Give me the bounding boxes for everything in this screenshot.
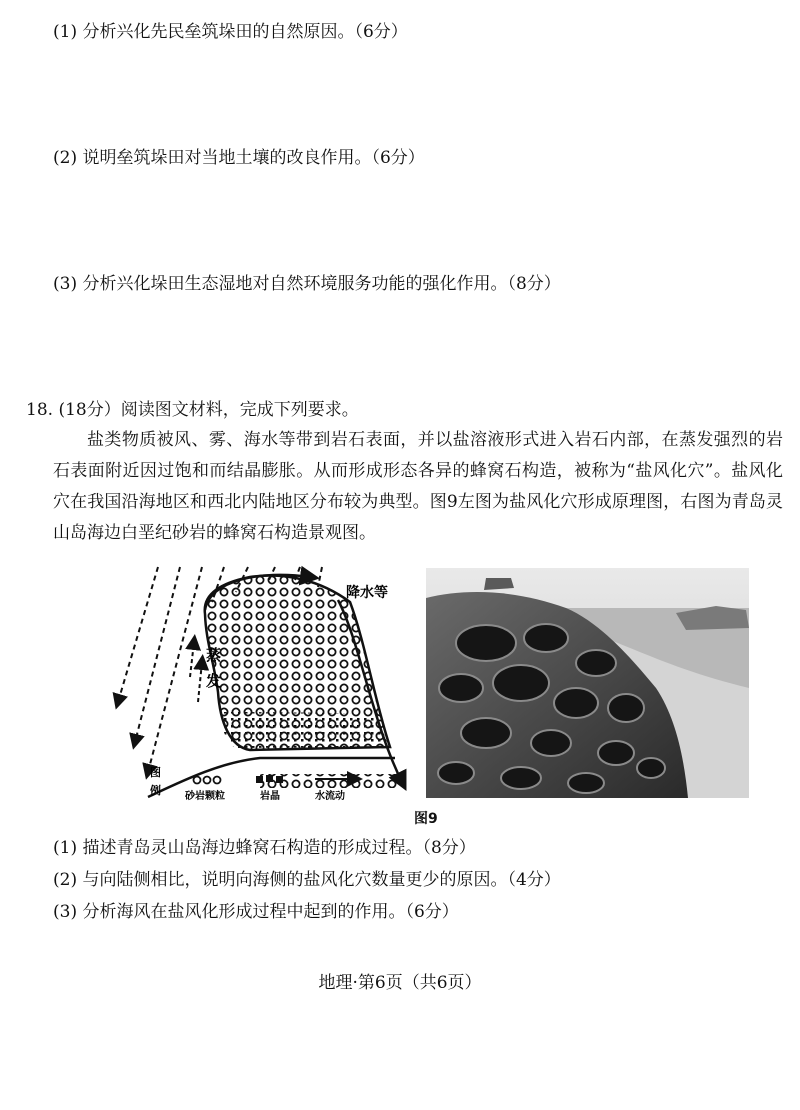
legend-title-1: 图: [150, 766, 161, 779]
legend-crystal-symbol: [256, 775, 283, 783]
question-18-material: 盐类物质被风、雾、海水等带到岩石表面，并以盐溶液形式进入岩石内部，在蒸发强烈的岩石表面附近因过饱和而结晶膨胀。从而形成形态各异的蜂窝石构造，被称为“盐风化穴”。盐风化穴在我国沿海地区和西北内陆地区分布较为典型。图9左图为盐风化穴形成原理图，右图为青岛灵山岛海边白垩纪砂岩的蜂窝石构造景观图。: [53, 430, 783, 543]
question-18-header: 18. (18分）阅读图文材料，完成下列要求。: [26, 400, 359, 420]
question-17-3: (3) 分析兴化垛田生态湿地对自然环境服务功能的强化作用。（8分）: [53, 274, 561, 294]
legend-flow-label: 水流动: [315, 791, 345, 802]
question-18-2: (2) 与向陆侧相比，说明向海侧的盐风化穴数量更少的原因。（4分）: [53, 870, 561, 890]
page-footer: 地理·第6页（共6页）: [318, 973, 482, 993]
question-18-3: (3) 分析海风在盐风化形成过程中起到的作用。（6分）: [53, 902, 459, 922]
legend-sand-label: 砂岩颗粒: [185, 791, 225, 802]
honeycomb-rock-photo: [426, 568, 749, 798]
question-17-2: (2) 说明垒筑垛田对当地土壤的改良作用。（6分）: [53, 148, 425, 168]
question-18-1: (1) 描述青岛灵山岛海边蜂窝石构造的形成过程。（8分）: [53, 838, 476, 858]
legend-title-2: 例: [150, 784, 161, 797]
evaporation-arrows: [190, 642, 202, 702]
crystal-zone: [220, 712, 390, 748]
salt-weathering-diagram: [110, 562, 410, 807]
label-rain: 降水等: [346, 585, 388, 601]
label-evaporation-1: 蒸: [206, 646, 222, 664]
label-evaporation-2: 发: [206, 672, 222, 690]
legend-sand-symbol: [194, 777, 221, 784]
question-17-1: (1) 分析兴化先民垒筑垛田的自然原因。（6分）: [53, 22, 408, 42]
figure-caption: 图9: [414, 811, 438, 827]
legend-crystal-label: 岩晶: [260, 791, 280, 802]
